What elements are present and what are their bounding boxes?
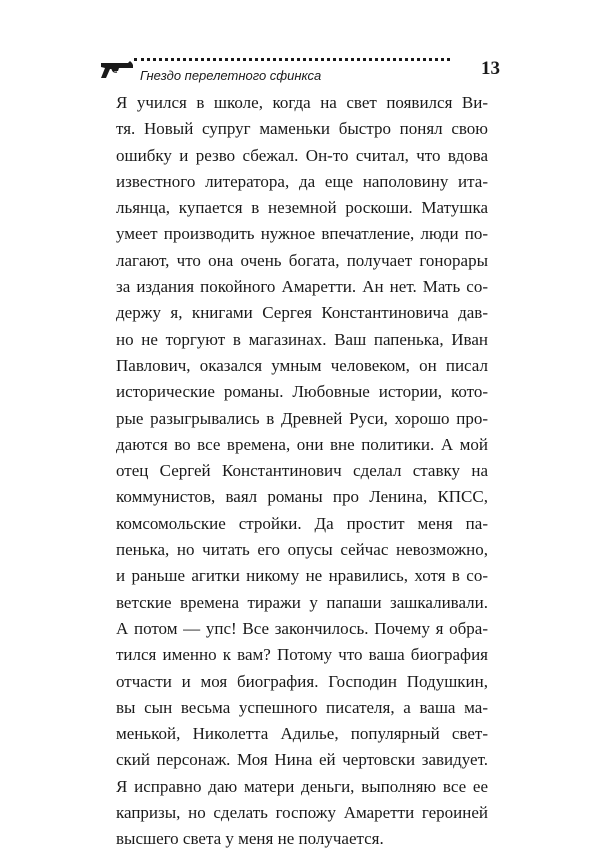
- running-title: Гнездо перелетного сфинкса: [140, 68, 322, 83]
- text-line: ошибку и резво сбежал. Он-то считал, что вдова: [116, 145, 488, 165]
- body-text: [116, 90, 488, 853]
- text-line: рые разыгрывались в Древней Руси, хорошо про-: [116, 408, 488, 428]
- text-line: ский персонаж. Моя Нина ей чертовски завидует.: [116, 750, 488, 770]
- text-line: исторические романы. Любовные истории, кото-: [116, 382, 488, 402]
- text-line: коммунистов, ваял романы про Ленина, КПСС,: [116, 487, 488, 507]
- text-line: вы сын весьма успешного писателя, а ваша ма-: [116, 697, 488, 717]
- text-line: пенька, но читать его опусы сейчас невозможно,: [116, 540, 488, 560]
- text-line: менькой, Николетта Адилье, популярный свет-: [116, 724, 488, 744]
- text-line: льянца, купается в неземной роскоши. Матушка: [116, 198, 488, 218]
- text-line: Я учился в школе, когда на свет появился Ви-: [116, 93, 488, 112]
- text-line: А потом — упс! Все закончилось. Почему я обра-: [116, 618, 488, 638]
- text-line: и раньше агитки никому не нравились, хотя в со-: [116, 566, 488, 586]
- text-line: за издания покойного Амаретти. Ан нет. Мать со-: [116, 277, 488, 297]
- text-line: отчасти и моя биография. Господин Подушкин,: [116, 671, 488, 691]
- text-line: лагают, что она очень богата, получает гонорары: [116, 250, 488, 270]
- text-line: держу я, книгами Сергея Константиновича дав-: [116, 303, 488, 323]
- revolver-icon: [100, 60, 134, 80]
- text-line: Павлович, оказался умным человеком, он писал: [116, 355, 488, 375]
- page-number: 13: [481, 58, 500, 79]
- text-line: ветские времена тиражи у папаши зашкаливали.: [116, 592, 488, 612]
- text-line: тя. Новый супруг маменьки быстро понял свою: [116, 119, 488, 139]
- running-header: [100, 46, 500, 90]
- text-line: но не торгуют в магазинах. Ваш папенька, Иван: [116, 329, 488, 349]
- text-line: высшего света у меня не получается.: [116, 829, 384, 849]
- text-line: даются во все времена, они вне политики. А мой: [116, 434, 488, 454]
- dotted-rule: [134, 58, 450, 61]
- text-line: отец Сергей Константинович сделал ставку на: [116, 461, 488, 481]
- text-line: умеет производить нужное впечатление, люди по-: [116, 224, 488, 244]
- text-line: известного литератора, да еще наполовину ита-: [116, 171, 488, 191]
- text-line: комсомольские стройки. Да простит меня па-: [116, 513, 488, 533]
- text-line: капризы, но сделать госпожу Амаретти героиней: [116, 803, 488, 823]
- text-line: Я исправно даю матери деньги, выполняю все ее: [116, 776, 488, 796]
- text-line: тился именно к вам? Потому что ваша биография: [116, 645, 488, 665]
